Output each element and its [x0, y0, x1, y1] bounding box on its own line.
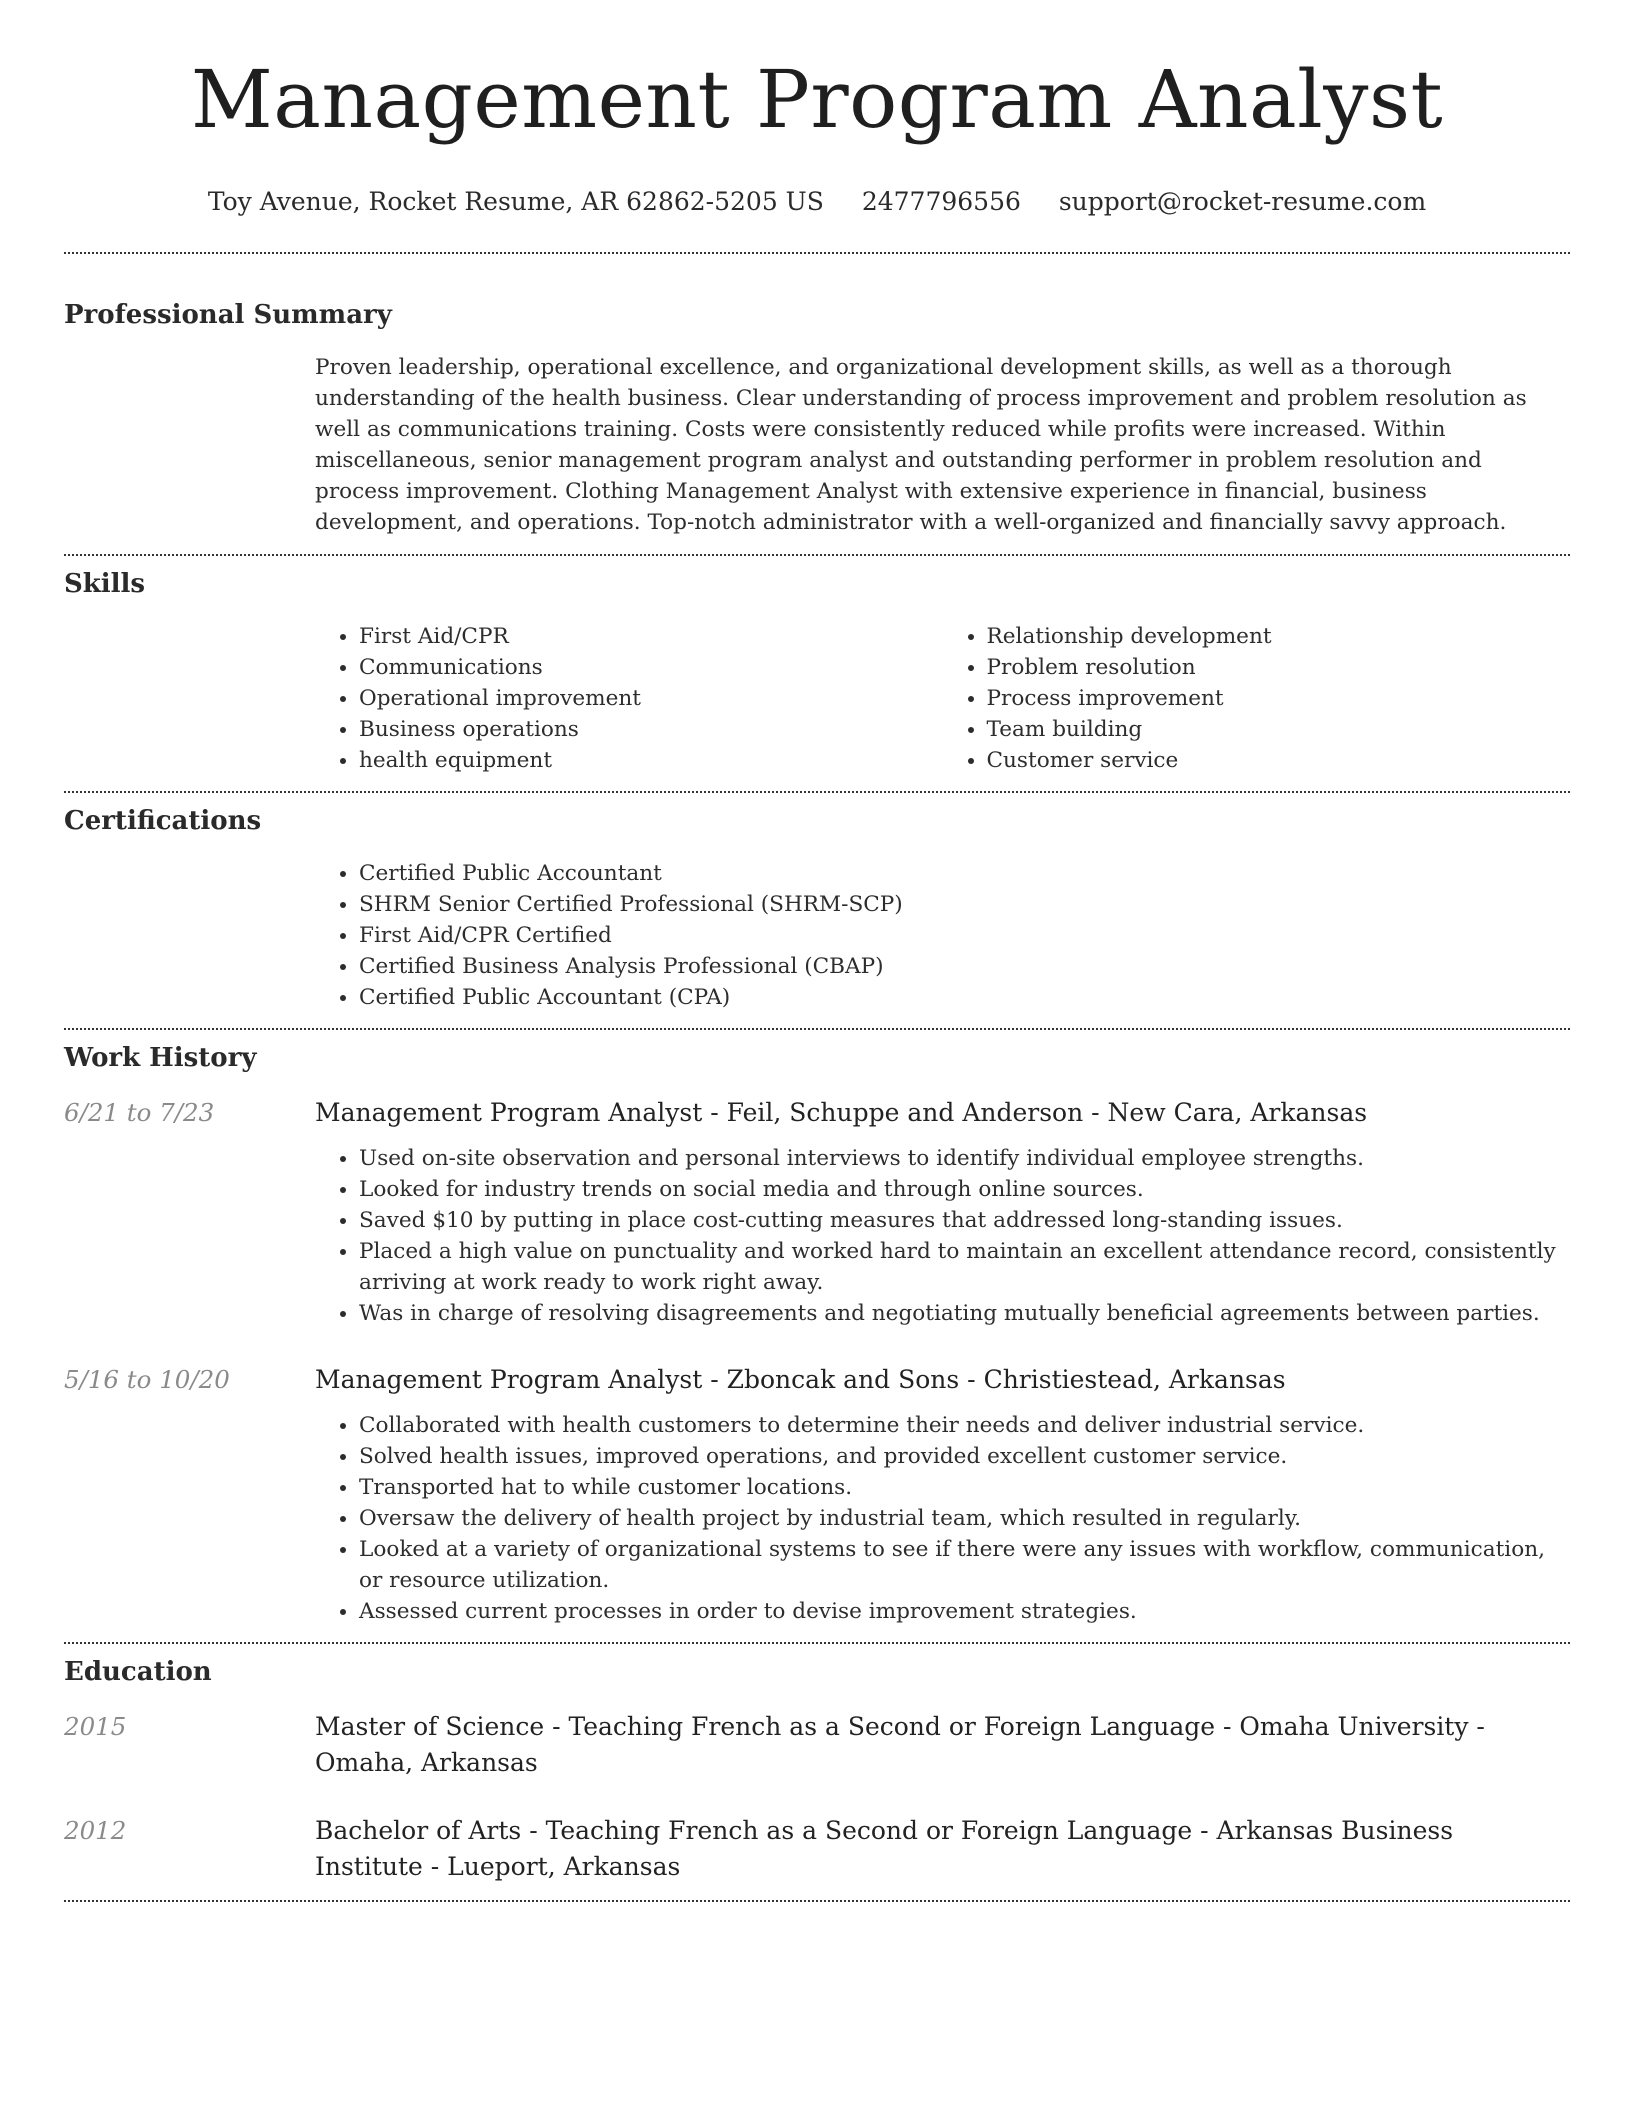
job-title: Management Program Analyst - Feil, Schuppe and Anderson - New Cara, Arkansas [315, 1098, 1368, 1127]
contact-email: support@rocket-resume.com [1058, 187, 1427, 216]
job-bullet: • Was in charge of resolving disagreements and negotiating mutually beneficial agreements between parties. [359, 1298, 1570, 1329]
job-bullets [315, 1143, 1570, 1329]
job-bullet: • Collaborated with health customers to determine their needs and deliver industrial service. [359, 1410, 1570, 1441]
job-bullet: • Oversaw the delivery of health project by industrial team, which resulted in regularly. [359, 1503, 1570, 1534]
skill-item: • health equipment [359, 745, 943, 776]
job-dates: 5/16 to 10/20 [64, 1365, 230, 1394]
job-bullet: • Assessed current processes in order to devise improvement strategies. [359, 1596, 1570, 1627]
work-history-heading: Work History [64, 1043, 257, 1073]
skill-item: • Team building [987, 714, 1571, 745]
resume-name: Management Program Analyst [190, 53, 1444, 146]
education-entry [64, 1813, 1570, 1885]
education-title: Bachelor of Arts - Teaching French as a Second or Foreign Language - Arkansas Business Institute - Lueport, Arkansas [315, 1816, 1454, 1881]
summary-heading: Professional Summary [64, 300, 392, 330]
skills-section [64, 556, 1570, 791]
skills-list-left [315, 621, 943, 776]
job-title: Management Program Analyst - Zboncak and Sons - Christiestead, Arkansas [315, 1365, 1286, 1394]
education-year: 2012 [64, 1816, 127, 1845]
skill-item: • Relationship development [987, 621, 1571, 652]
education-section [64, 1644, 1570, 1900]
certification-item: • First Aid/CPR Certified [359, 920, 1570, 951]
contact-address: Toy Avenue, Rocket Resume, AR 62862-5205 US [207, 187, 824, 216]
skills-heading: Skills [64, 569, 146, 599]
education-title: Master of Science - Teaching French as a Second or Foreign Language - Omaha University - Omaha, Arkansas [315, 1712, 1485, 1777]
certifications-section [64, 793, 1570, 1028]
job-bullet: • Placed a high value on punctuality and worked hard to maintain an excellent attendance record, consistently arriving at work ready to work right away. [359, 1236, 1570, 1298]
certification-item: • Certified Business Analysis Professional (CBAP) [359, 951, 1570, 982]
education-heading: Education [64, 1657, 212, 1687]
contact-line [64, 186, 1570, 218]
skill-item: • Operational improvement [359, 683, 943, 714]
job-entry [64, 1095, 1570, 1329]
job-bullet: • Used on-site observation and personal interviews to identify individual employee strengths. [359, 1143, 1570, 1174]
job-dates: 6/21 to 7/23 [64, 1098, 215, 1127]
contact-phone: 2477796556 [861, 187, 1021, 216]
work-history-section [64, 1030, 1570, 1642]
job-bullet: • Looked for industry trends on social media and through online sources. [359, 1174, 1570, 1205]
certification-item: • Certified Public Accountant [359, 858, 1570, 889]
job-bullet: • Looked at a variety of organizational systems to see if there were any issues with workflow, communication, or resource utilization. [359, 1534, 1570, 1596]
education-year: 2015 [64, 1712, 127, 1741]
job-bullets [315, 1410, 1570, 1627]
certifications-heading: Certifications [64, 806, 262, 836]
skill-item: • Business operations [359, 714, 943, 745]
skill-item: • First Aid/CPR [359, 621, 943, 652]
job-entry [64, 1362, 1570, 1627]
certification-item: • SHRM Senior Certified Professional (SHRM-SCP) [359, 889, 1570, 920]
education-entry [64, 1709, 1570, 1781]
summary-text: Proven leadership, operational excellence, and organizational development skills, as well as a thorough understanding of the health business. Clear understanding of process improvement and problem resolution as well as communications training. Costs were consistently reduced while profits were increased. Within miscellaneous, senior management program analyst and outstanding performer in problem resolution and process improvement. Clothing Management Analyst with extensive experience in financial, business development, and operations. Top-notch administrator with a well-organized and financially savvy approach. [315, 355, 1527, 535]
job-bullet: • Transported hat to while customer locations. [359, 1472, 1570, 1503]
divider [64, 1900, 1570, 1902]
resume-page [64, 0, 1570, 1902]
skills-list-right [943, 621, 1571, 776]
skill-item: • Communications [359, 652, 943, 683]
certification-item: • Certified Public Accountant (CPA) [359, 982, 1570, 1013]
job-bullet: • Solved health issues, improved operations, and provided excellent customer service. [359, 1441, 1570, 1472]
skill-item: • Process improvement [987, 683, 1571, 714]
skill-item: • Customer service [987, 745, 1571, 776]
skill-item: • Problem resolution [987, 652, 1571, 683]
certifications-list [315, 858, 1570, 1013]
job-bullet: • Saved $10 by putting in place cost-cutting measures that addressed long-standing issues. [359, 1205, 1570, 1236]
summary-section [64, 254, 1570, 554]
